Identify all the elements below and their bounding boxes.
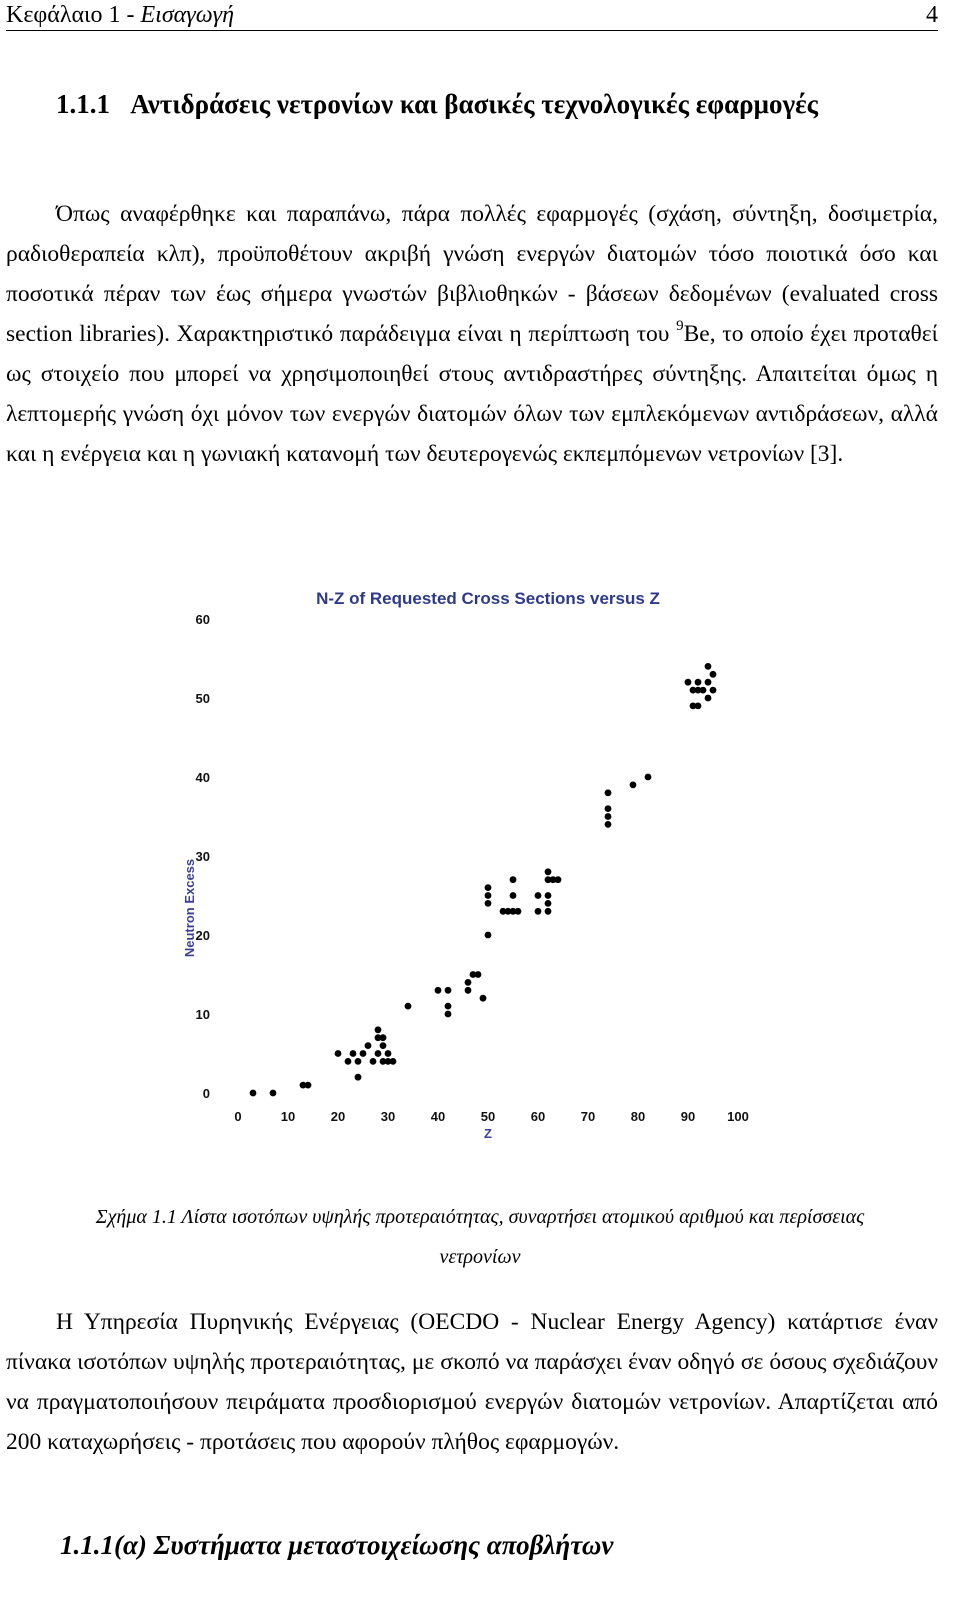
data-point (380, 1042, 387, 1049)
data-point (445, 1003, 452, 1010)
data-point (355, 1074, 362, 1081)
x-tick-label: 60 (530, 1109, 546, 1124)
data-point (370, 1058, 377, 1065)
data-point (545, 868, 552, 875)
data-point (710, 687, 717, 694)
x-tick-label: 40 (430, 1109, 446, 1124)
data-point (515, 908, 522, 915)
data-point (535, 908, 542, 915)
y-tick-label: 30 (195, 849, 210, 864)
data-point (545, 892, 552, 899)
section-heading (6, 84, 938, 124)
data-point (350, 1050, 357, 1057)
y-tick-label: 40 (195, 770, 210, 785)
data-point (385, 1050, 392, 1057)
data-point (510, 876, 517, 883)
data-point (355, 1058, 362, 1065)
data-point (605, 813, 612, 820)
data-point (445, 1011, 452, 1018)
data-point (270, 1090, 277, 1097)
data-point (705, 663, 712, 670)
data-point (365, 1042, 372, 1049)
data-point (380, 1034, 387, 1041)
data-point (390, 1058, 397, 1065)
y-tick-label: 0 (202, 1086, 210, 1101)
data-point (480, 995, 487, 1002)
data-point (335, 1050, 342, 1057)
data-point (545, 900, 552, 907)
subsection-heading: 1.1.1(α) Συστήματα μεταστοιχείωσης αποβλήτων (60, 1530, 614, 1560)
x-axis-ticks (234, 1109, 748, 1124)
data-point (510, 892, 517, 899)
data-point (465, 987, 472, 994)
x-tick-label: 50 (480, 1109, 496, 1124)
y-tick-label: 60 (195, 612, 210, 627)
data-point (700, 687, 707, 694)
x-tick-label: 20 (330, 1109, 346, 1124)
data-point (710, 671, 717, 678)
data-point (645, 774, 652, 781)
y-axis-label: Neutron Excess (182, 858, 197, 958)
data-point (695, 703, 702, 710)
data-point (375, 1050, 382, 1057)
x-tick-label: 70 (580, 1109, 596, 1124)
scatter-chart (170, 578, 770, 1148)
paragraph-2: Η Υπηρεσία Πυρηνικής Ενέργειας (OECDO - Nuclear Energy Agency) κατάρτισε έναν πίνακα ισοτόπων υψηλής προτεραιότητας, με σκοπό να παράσχει έναν οδηγό σε όσους σχεδιάζουν να πραγματοποιήσουν πειράματα προσδιορισμού ενεργών διατομών νετρονίων. Απαρτίζεται από 200 καταχωρήσεις - προτάσεις που αφορούν πλήθος εφαρμογών. (6, 1309, 938, 1455)
data-point (345, 1058, 352, 1065)
data-point (630, 782, 637, 789)
data-points (250, 663, 717, 1096)
y-tick-label: 10 (195, 1007, 210, 1022)
figure-caption: Σχήμα 1.1 Λίστα ισοτόπων υψηλής προτεραιότητας, συναρτήσει ατομικού αριθμού και περίσσειας νετρονίων (95, 1206, 865, 1268)
section-title: Αντιδράσεις νετρονίων και βασικές τεχνολογικές εφαρμογές (130, 89, 818, 119)
data-point (485, 932, 492, 939)
data-point (605, 789, 612, 796)
chapter-label: Κεφάλαιο 1 - Εισαγωγή (6, 2, 235, 28)
data-point (555, 876, 562, 883)
data-point (695, 679, 702, 686)
data-point (705, 695, 712, 702)
x-axis-label: Z (484, 1126, 492, 1141)
data-point (685, 679, 692, 686)
data-point (405, 1003, 412, 1010)
data-point (475, 971, 482, 978)
data-point (705, 679, 712, 686)
y-axis-ticks (196, 612, 210, 1101)
data-point (605, 821, 612, 828)
data-point (485, 884, 492, 891)
page-number: 4 (926, 2, 938, 28)
data-point (485, 892, 492, 899)
data-point (375, 1026, 382, 1033)
data-point (605, 805, 612, 812)
data-point (250, 1090, 257, 1097)
paragraph-1: Όπως αναφέρθηκε και παραπάνω, πάρα πολλές εφαρμογές (σχάση, σύντηξη, δοσιμετρία, ραδιοθεραπεία κλπ), προϋποθέτουν ακριβή γνώση ενεργών διατομών τόσο ποιοτικά όσο και ποσοτικά πέραν των έως σήμερα γνωστών βιβλιοθηκών - βάσεων δεδομένων (evaluated cross section libraries). Χαρακτηριστικό παράδειγμα είναι η περίπτωση του $^9$Be, το οποίο έχει προταθεί ως στοιχείο που μπορεί να χρησιμοποιηθεί στους αντιδραστήρες σύντηξης. Απαιτείται όμως η λεπτομερής γνώση όχι μόνον των ενεργών διατομών όλων των εμπλεκόμενων αντιδράσεων, αλλά και η ενέργεια και η γωνιακή κατανομή των δευτερογενώς εκπεμπόμενων νετρονίων [3]. (6, 201, 938, 467)
x-tick-label: 30 (380, 1109, 396, 1124)
x-tick-label: 0 (234, 1109, 242, 1124)
y-tick-label: 50 (195, 691, 210, 706)
data-point (465, 979, 472, 986)
data-point (545, 908, 552, 915)
data-point (360, 1050, 367, 1057)
data-point (535, 892, 542, 899)
x-tick-label: 100 (727, 1109, 749, 1124)
chart-title: N-Z of Requested Cross Sections versus Z (316, 589, 660, 608)
data-point (435, 987, 442, 994)
x-tick-label: 90 (680, 1109, 696, 1124)
data-point (305, 1082, 312, 1089)
section-number: 1.1.1 (56, 89, 110, 119)
data-point (445, 987, 452, 994)
page-header (6, 0, 938, 31)
x-tick-label: 80 (630, 1109, 646, 1124)
y-tick-label: 20 (195, 928, 210, 943)
data-point (485, 900, 492, 907)
x-tick-label: 10 (280, 1109, 296, 1124)
